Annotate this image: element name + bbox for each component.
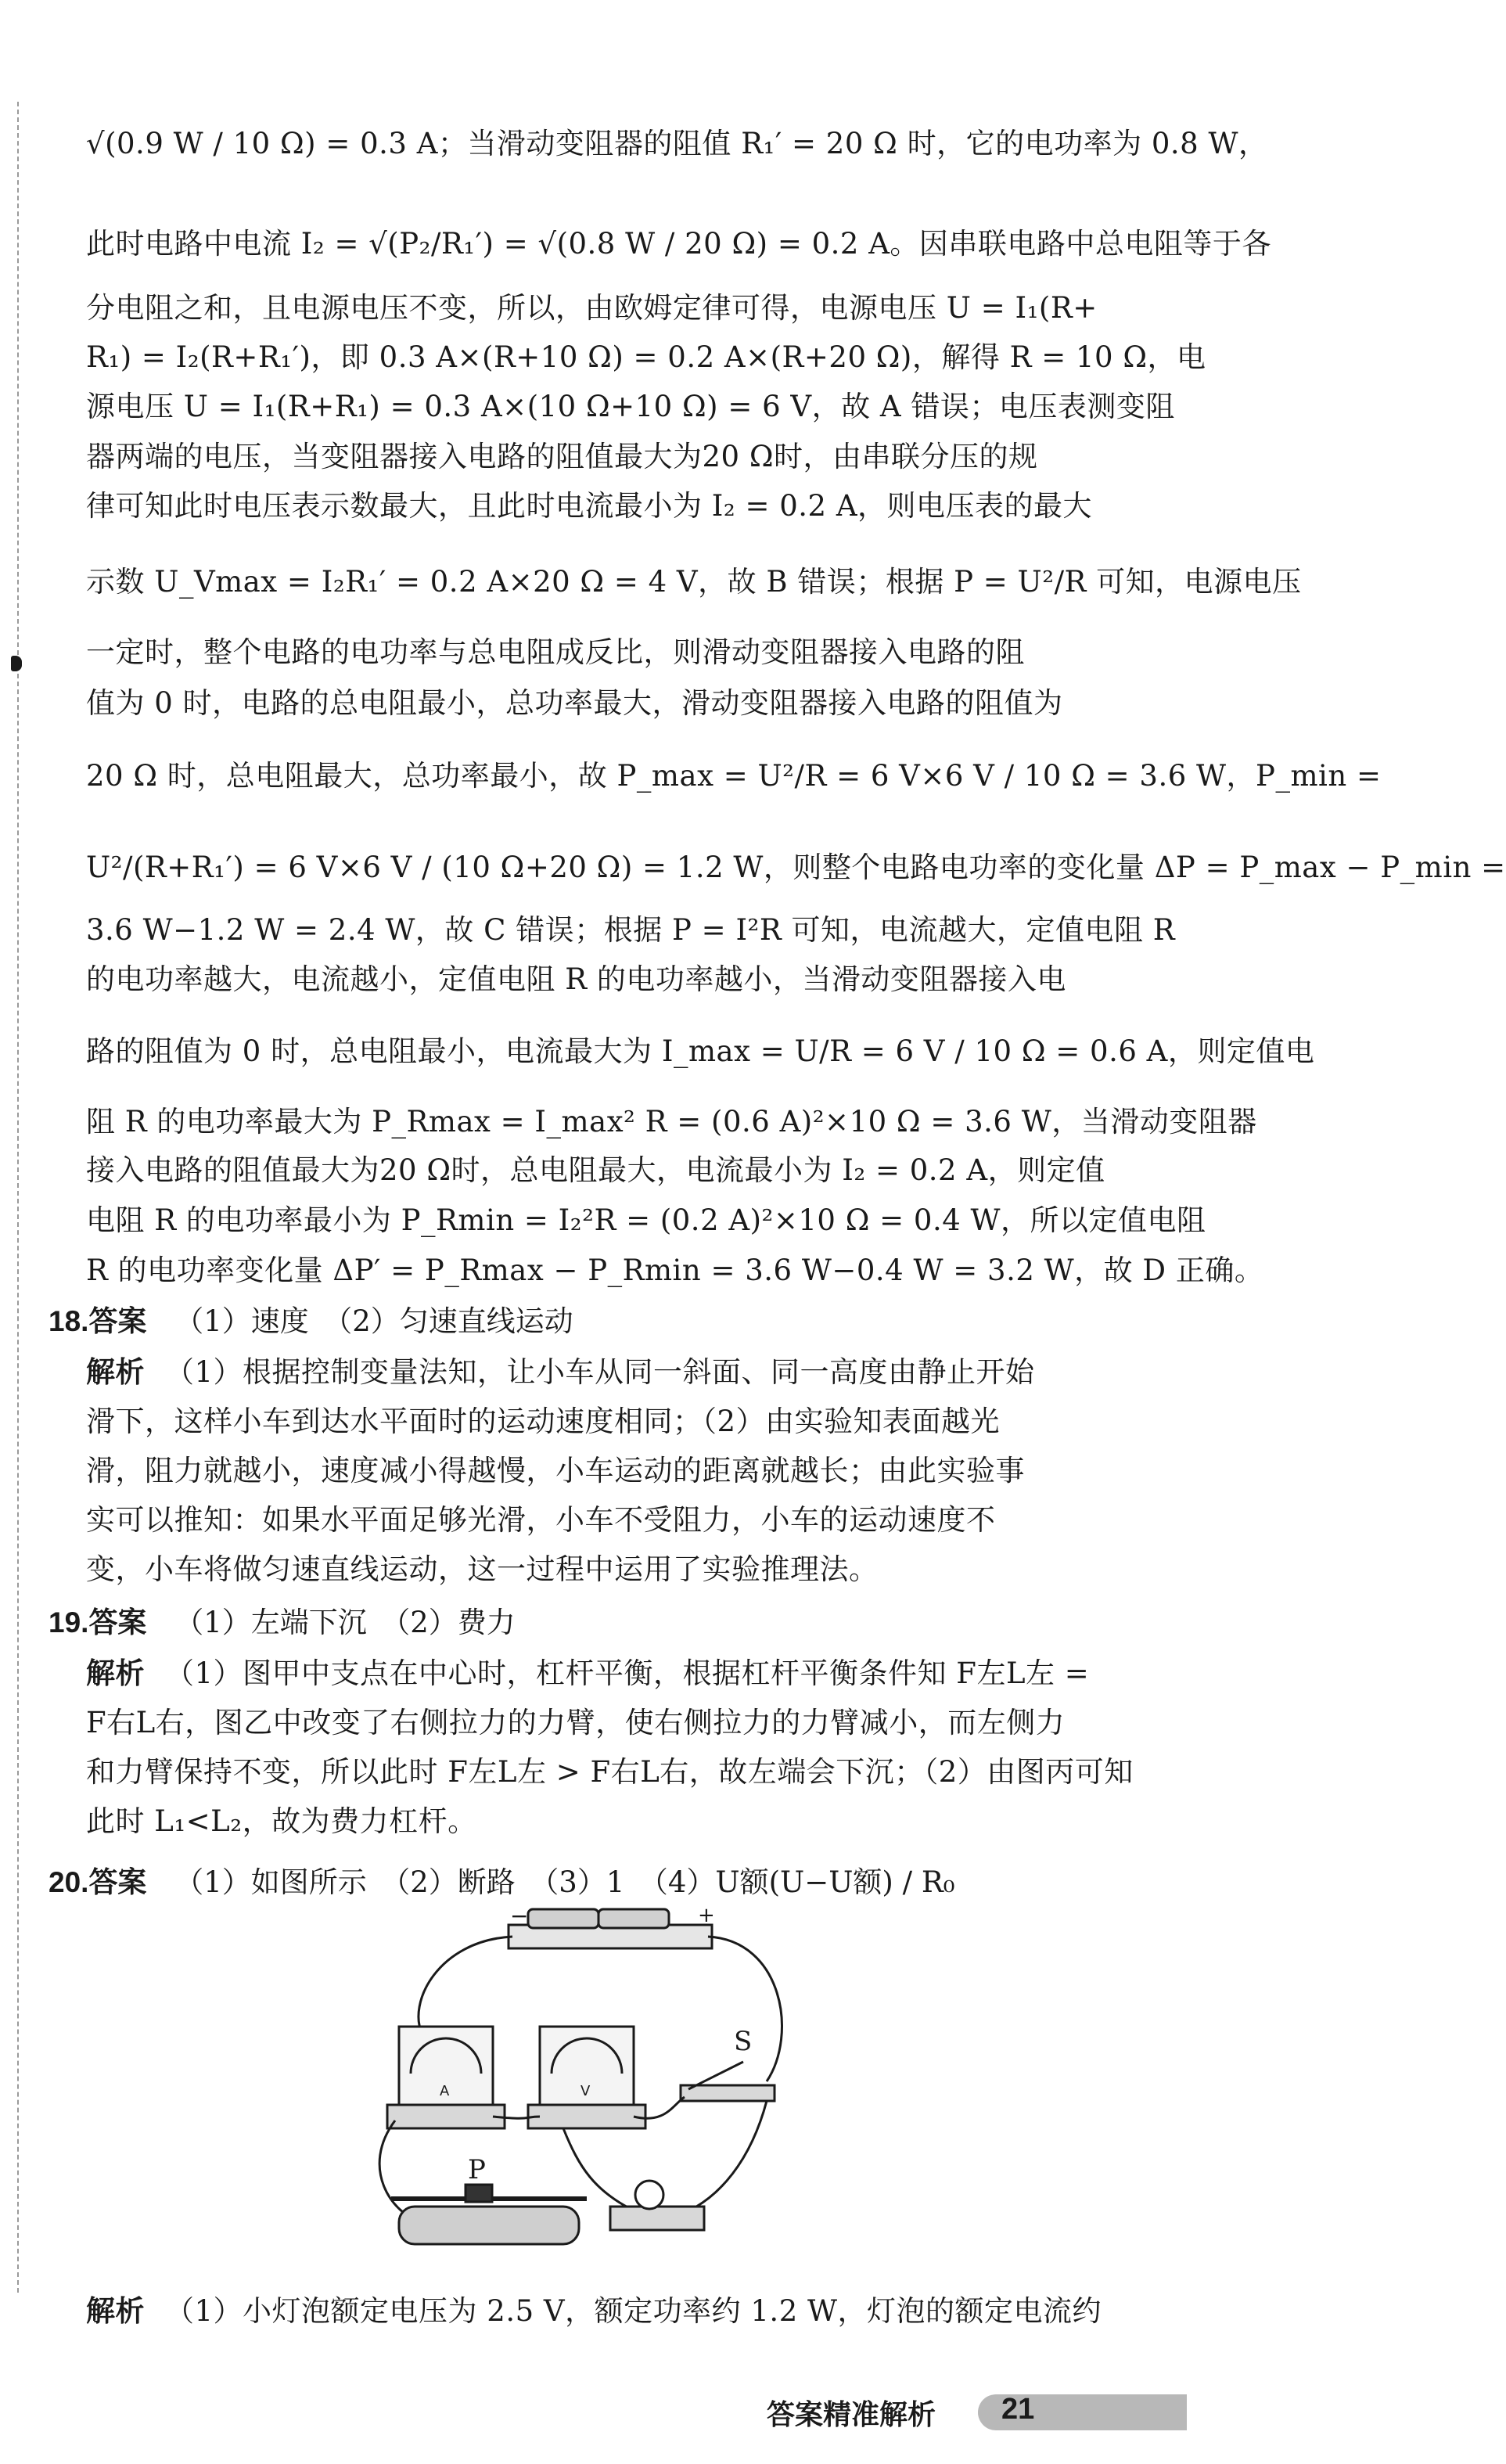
bleed-line — [17, 102, 19, 2293]
q18-analysis-line: 滑下，这样小车到达水平面时的运动速度相同；（2）由实验知表面越光 — [86, 1405, 1001, 1438]
text-line: 示数 U_Vmax = I₂R₁′ = 0.2 A×20 Ω = 4 V，故 B 错误；根据 P = U²/R 可知，电源电压 — [86, 565, 1302, 599]
footer-title: 答案精准解析 — [767, 2399, 936, 2431]
answer-text: （1）如图所示 （2）断路 （3）1 （4）U额(U−U额) / R₀ — [174, 1865, 955, 1899]
battery-cell-2 — [598, 1909, 669, 1928]
q18-analysis-line: 变，小车将做匀速直线运动，这一过程中运用了实验推理法。 — [86, 1552, 879, 1586]
text-line: 电阻 R 的电功率最小为 P_Rmin = I₂²R = (0.2 A)²×10 Ω = 0.4 W，所以定值电阻 — [86, 1203, 1206, 1237]
analysis-label: 解析 — [86, 1656, 145, 1690]
wire — [681, 2101, 767, 2214]
q19-analysis-line: F右L右，图乙中改变了右侧拉力的力臂，使右侧拉力的力臂减小，而左侧力 — [86, 1706, 1066, 1739]
text-line: R₁) = I₂(R+R₁′)，即 0.3 A×(R+10 Ω) = 0.2 A×(R+20 Ω)，解得 R = 10 Ω，电 — [86, 340, 1206, 374]
margin-marker — [11, 656, 22, 671]
text-line: 器两端的电压，当变阻器接入电路的阻值最大为20 Ω时，由串联分压的规 — [86, 440, 1038, 473]
q19-answer — [49, 1604, 516, 1642]
voltmeter-base — [528, 2105, 645, 2128]
wire — [493, 2117, 540, 2118]
text-line: 接入电路的阻值最大为20 Ω时，总电阻最大，电流最小为 I₂ = 0.2 A，则定值 — [86, 1153, 1105, 1187]
text-line: 的电功率越大，电流越小，定值电阻 R 的电功率越小，当滑动变阻器接入电 — [86, 962, 1066, 996]
q18-analysis-line: 实可以推知：如果水平面足够光滑，小车不受阻力，小车的运动速度不 — [86, 1503, 996, 1537]
text-line: 20 Ω 时，总电阻最大，总功率最小，故 P_max = U²/R = 6 V×6 V / 10 Ω = 3.6 W，P_min = — [86, 759, 1382, 793]
text-line: 3.6 W−1.2 W = 2.4 W，故 C 错误；根据 P = I²R 可知，电流越大，定值电阻 R — [86, 913, 1176, 947]
text-line: √(0.9 W / 10 Ω) = 0.3 A；当滑动变阻器的阻值 R₁′ = 20 Ω 时，它的电功率为 0.8 W， — [86, 127, 1268, 160]
text-line: 律可知此时电压表示数最大，且此时电流最小为 I₂ = 0.2 A，则电压表的最大 — [86, 489, 1093, 523]
battery-cell-1 — [528, 1909, 598, 1928]
answer-text: （1）速度 （2）匀速直线运动 — [174, 1304, 573, 1338]
switch-label: S — [734, 2026, 753, 2057]
q19-analysis-line: 此时 L₁<L₂，故为费力杠杆。 — [86, 1804, 477, 1838]
ammeter-base — [387, 2105, 505, 2128]
lamp-base — [610, 2207, 704, 2230]
text-line: 值为 0 时，电路的总电阻最小，总功率最大，滑动变阻器接入电路的阻值为 — [86, 686, 1063, 720]
analysis-label: 解析 — [86, 1355, 145, 1389]
text-line: 源电压 U = I₁(R+R₁) = 0.3 A×(10 Ω+10 Ω) = 6 V，故 A 错误；电压表测变阻 — [86, 390, 1175, 423]
battery-plus-label: + — [698, 1904, 715, 1927]
answer-label: 答案 — [88, 1304, 147, 1338]
text-line: 阻 R 的电功率最大为 P_Rmax = I_max² R = (0.6 A)²×10 Ω = 3.6 W，当滑动变阻器 — [86, 1105, 1257, 1138]
text-line: 路的阻值为 0 时，总电阻最小，电流最大为 I_max = U/R = 6 V / 10 Ω = 0.6 A，则定值电 — [86, 1034, 1315, 1068]
q20-answer — [49, 1864, 955, 1901]
battery-minus-label: − — [510, 1903, 529, 1929]
text-line: U²/(R+R₁′) = 6 V×6 V / (10 Ω+20 Ω) = 1.2 W，则整个电路电功率的变化量 ΔP = P_max − P_min = — [86, 851, 1506, 884]
q19-analysis-line: 和力臂保持不变，所以此时 F左L左 > F右L右，故左端会下沉；（2）由图丙可知 — [86, 1755, 1134, 1789]
text-line: 此时电路中电流 I₂ = √(P₂/R₁′) = √(0.8 W / 20 Ω) = 0.2 A。因串联电路中总电阻等于各 — [86, 227, 1271, 261]
rheostat-slider — [465, 2185, 492, 2202]
q18-answer — [49, 1303, 573, 1340]
page-number: 21 — [1001, 2393, 1035, 2426]
text-line: 一定时，整个电路的电功率与总电阻成反比，则滑动变阻器接入电路的阻 — [86, 635, 1025, 669]
q18-analysis-line — [86, 1354, 1056, 1391]
answer-label: 答案 — [88, 1865, 147, 1899]
wire — [419, 1937, 512, 2034]
question-number: 19. — [49, 1606, 89, 1638]
question-number: 18. — [49, 1305, 89, 1337]
slider-label: P — [468, 2154, 486, 2185]
q19-analysis-line — [86, 1655, 1090, 1692]
q20-analysis-line — [86, 2293, 1102, 2330]
question-number: 20. — [49, 1866, 89, 1898]
switch-base — [681, 2085, 775, 2101]
analysis-label: 解析 — [86, 2294, 145, 2328]
text-line: R 的电功率变化量 ΔP′ = P_Rmax − P_Rmin = 3.6 W−0.4 W = 3.2 W，故 D 正确。 — [86, 1254, 1264, 1287]
lamp-bulb — [635, 2181, 663, 2209]
circuit-diagram — [376, 1903, 814, 2269]
ammeter-unit: A — [440, 2083, 450, 2099]
rheostat-coil — [399, 2207, 579, 2244]
text-line: 分电阻之和，且电源电压不变，所以，由欧姆定律可得，电源电压 U = I₁(R+ — [86, 291, 1098, 325]
answer-text: （1）左端下沉 （2）费力 — [174, 1606, 516, 1639]
analysis-text: （1）小灯泡额定电压为 2.5 V，额定功率约 1.2 W，灯泡的额定电流约 — [165, 2294, 1102, 2328]
page-footer — [767, 2388, 1187, 2435]
analysis-text: （1）根据控制变量法知，让小车从同一斜面、同一高度由静止开始 — [165, 1355, 1035, 1389]
wire — [708, 1937, 782, 2081]
q18-analysis-line: 滑，阻力就越小，速度减小得越慢，小车运动的距离就越长；由此实验事 — [86, 1454, 1025, 1487]
analysis-text: （1）图甲中支点在中心时，杠杆平衡，根据杠杆平衡条件知 F左L左 = — [165, 1656, 1090, 1690]
voltmeter-unit: V — [580, 2083, 591, 2099]
answer-label: 答案 — [88, 1606, 147, 1639]
